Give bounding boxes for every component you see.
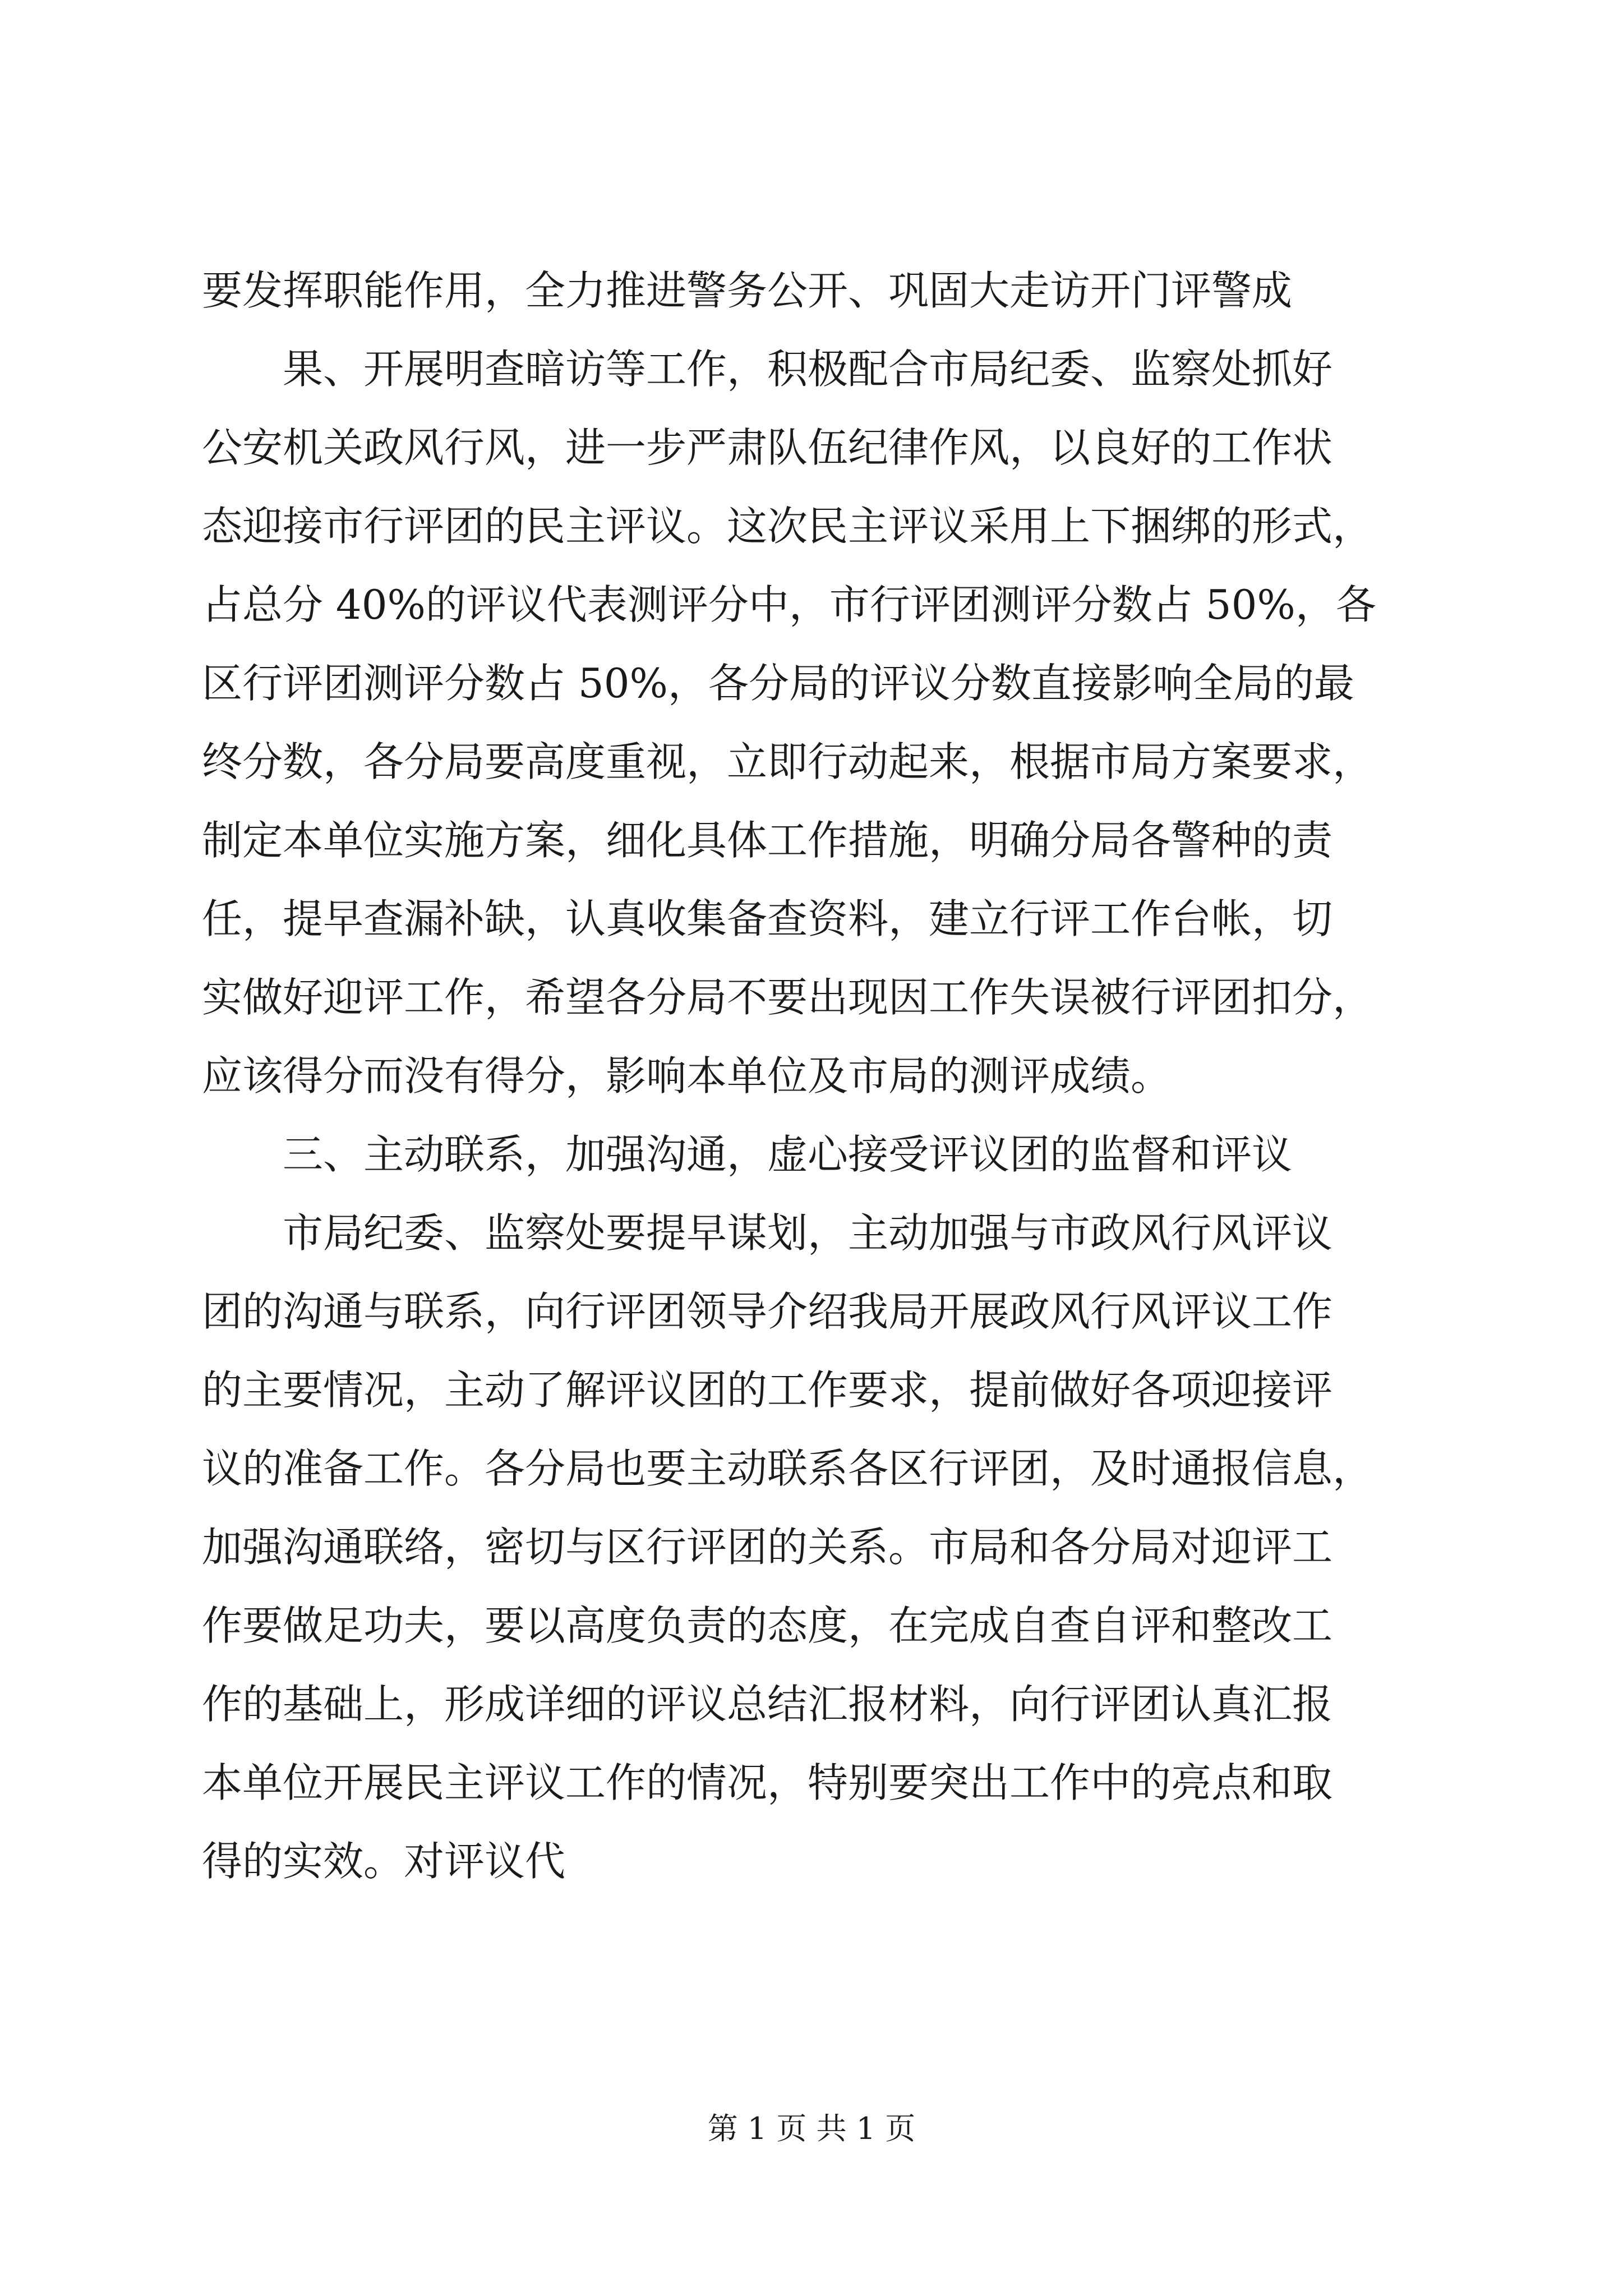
- text-line-15: 的主要情况，主动了解评议团的工作要求，提前做好各项迎接评: [202, 1366, 1333, 1414]
- text-line-14: 团的沟通与联系，向行评团领导介绍我局开展政风行风评议工作: [202, 1288, 1333, 1335]
- text-line-18: 作要做足功夫，要以高度负责的态度，在完成自查自评和整改工: [202, 1602, 1333, 1649]
- text-line-3: 公安机关政风行风，进一步严肃队伍纪律作风，以良好的工作状: [202, 424, 1333, 471]
- text-line-11: 应该得分而没有得分，影响本单位及市局的测评成绩。: [202, 1052, 1172, 1099]
- text-line-6: 区行评团测评分数占 50%，各分局的评议分数直接影响全局的最: [202, 660, 1354, 707]
- text-line-4: 态迎接市行评团的民主评议。这次民主评议采用上下捆绑的形式，: [202, 503, 1373, 550]
- text-line-20: 本单位开展民主评议工作的情况，特别要突出工作中的亮点和取: [202, 1759, 1333, 1806]
- text-line-16: 议的准备工作。各分局也要主动联系各区行评团，及时通报信息，: [202, 1445, 1373, 1492]
- text-line-9: 任，提早查漏补缺，认真收集备查资料，建立行评工作台帐，切: [202, 895, 1333, 942]
- text-line-8: 制定本单位实施方案，细化具体工作措施，明确分局各警种的责: [202, 817, 1333, 864]
- text-line-1: 要发挥职能作用，全力推进警务公开、巩固大走访开门评警成: [202, 267, 1293, 314]
- text-line-10: 实做好迎评工作，希望各分局不要出现因工作失误被行评团扣分，: [202, 974, 1373, 1021]
- text-line-5: 占总分 40%的评议代表测评分中，市行评团测评分数占 50%，各: [202, 581, 1376, 628]
- text-line-2: 果、开展明查暗访等工作，积极配合市局纪委、监察处抓好: [283, 346, 1333, 393]
- text-line-13: 市局纪委、监察处要提早谋划，主动加强与市政风行风评议: [283, 1209, 1333, 1257]
- section-heading: 三、主动联系，加强沟通，虚心接受评议团的监督和评议: [283, 1131, 1293, 1178]
- text-line-19: 作的基础上，形成详细的评议总结汇报材料，向行评团认真汇报: [202, 1681, 1333, 1728]
- text-line-17: 加强沟通联络，密切与区行评团的关系。市局和各分局对迎评工: [202, 1524, 1333, 1571]
- page-footer: 第 1 页 共 1 页: [707, 2111, 916, 2146]
- text-line-21: 得的实效。对评议代: [202, 1838, 566, 1885]
- text-line-7: 终分数，各分局要高度重视，立即行动起来，根据市局方案要求，: [202, 738, 1373, 785]
